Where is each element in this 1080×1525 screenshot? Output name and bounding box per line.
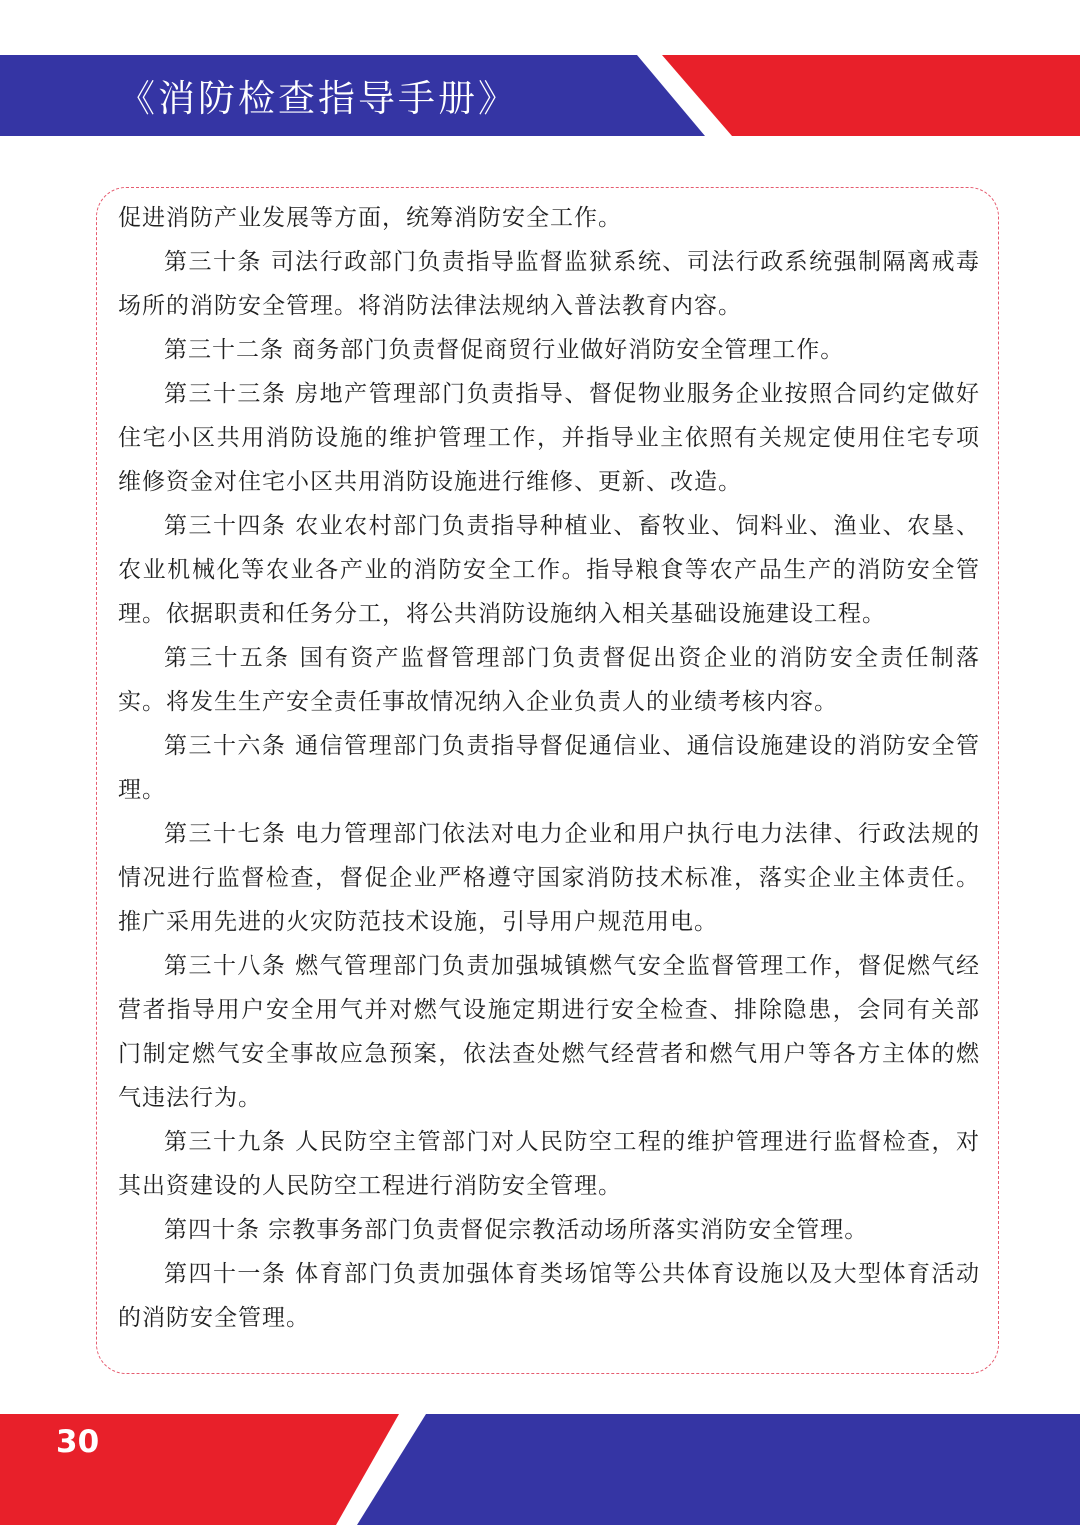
article-33: 第三十三条 房地产管理部门负责指导、督促物业服务企业按照合同约定做好住宅小区共用消防设施的维护管理工作，并指导业主依照有关规定使用住宅专项维修资金对住宅小区共用消防设施进行维修、更新、改造。 xyxy=(118,381,980,495)
manual-title: 《消防检查指导手册》 xyxy=(118,77,518,120)
article-34: 第三十四条 农业农村部门负责指导种植业、畜牧业、饲料业、渔业、农垦、农业机械化等农业各产业的消防安全工作。指导粮食等农产品生产的消防安全管理。依据职责和任务分工，将公共消防设施纳入相关基础设施建设工程。 xyxy=(118,513,980,627)
article-32: 第三十二条 商务部门负责督促商贸行业做好消防安全管理工作。 xyxy=(164,337,845,363)
page-number: 30 xyxy=(56,1427,100,1457)
article-38: 第三十八条 燃气管理部门负责加强城镇燃气安全监督管理工作，督促燃气经营者指导用户安全用气并对燃气设施定期进行安全检查、排除隐患，会同有关部门制定燃气安全事故应急预案，依法查处燃气经营者和燃气用户等各方主体的燃气违法行为。 xyxy=(118,953,980,1111)
article-40: 第四十条 宗教事务部门负责督促宗教活动场所落实消防安全管理。 xyxy=(164,1217,869,1243)
article-41: 第四十一条 体育部门负责加强体育类场馆等公共体育设施以及大型体育活动的消防安全管理。 xyxy=(118,1261,980,1331)
article-35: 第三十五条 国有资产监督管理部门负责督促出资企业的消防安全责任制落实。将发生生产安全责任事故情况纳入企业负责人的业绩考核内容。 xyxy=(118,645,980,715)
article-39: 第三十九条 人民防空主管部门对人民防空工程的维护管理进行监督检查，对其出资建设的人民防空工程进行消防安全管理。 xyxy=(118,1129,980,1199)
header-red-band xyxy=(662,55,1080,136)
article-36: 第三十六条 通信管理部门负责指导督促通信业、通信设施建设的消防安全管理。 xyxy=(118,733,980,803)
continuation-paragraph: 促进消防产业发展等方面，统筹消防安全工作。 xyxy=(118,205,622,231)
article-30: 第三十条 司法行政部门负责指导监督监狱系统、司法行政系统强制隔离戒毒场所的消防安全管理。将消防法律法规纳入普法教育内容。 xyxy=(118,249,980,319)
article-37: 第三十七条 电力管理部门依法对电力企业和用户执行电力法律、行政法规的情况进行监督检查，督促企业严格遵守国家消防技术标准，落实企业主体责任。推广采用先进的火灾防范技术设施，引导用户规范用电。 xyxy=(118,821,980,935)
footer-blue-band xyxy=(357,1414,1080,1525)
article-body xyxy=(118,196,980,1340)
